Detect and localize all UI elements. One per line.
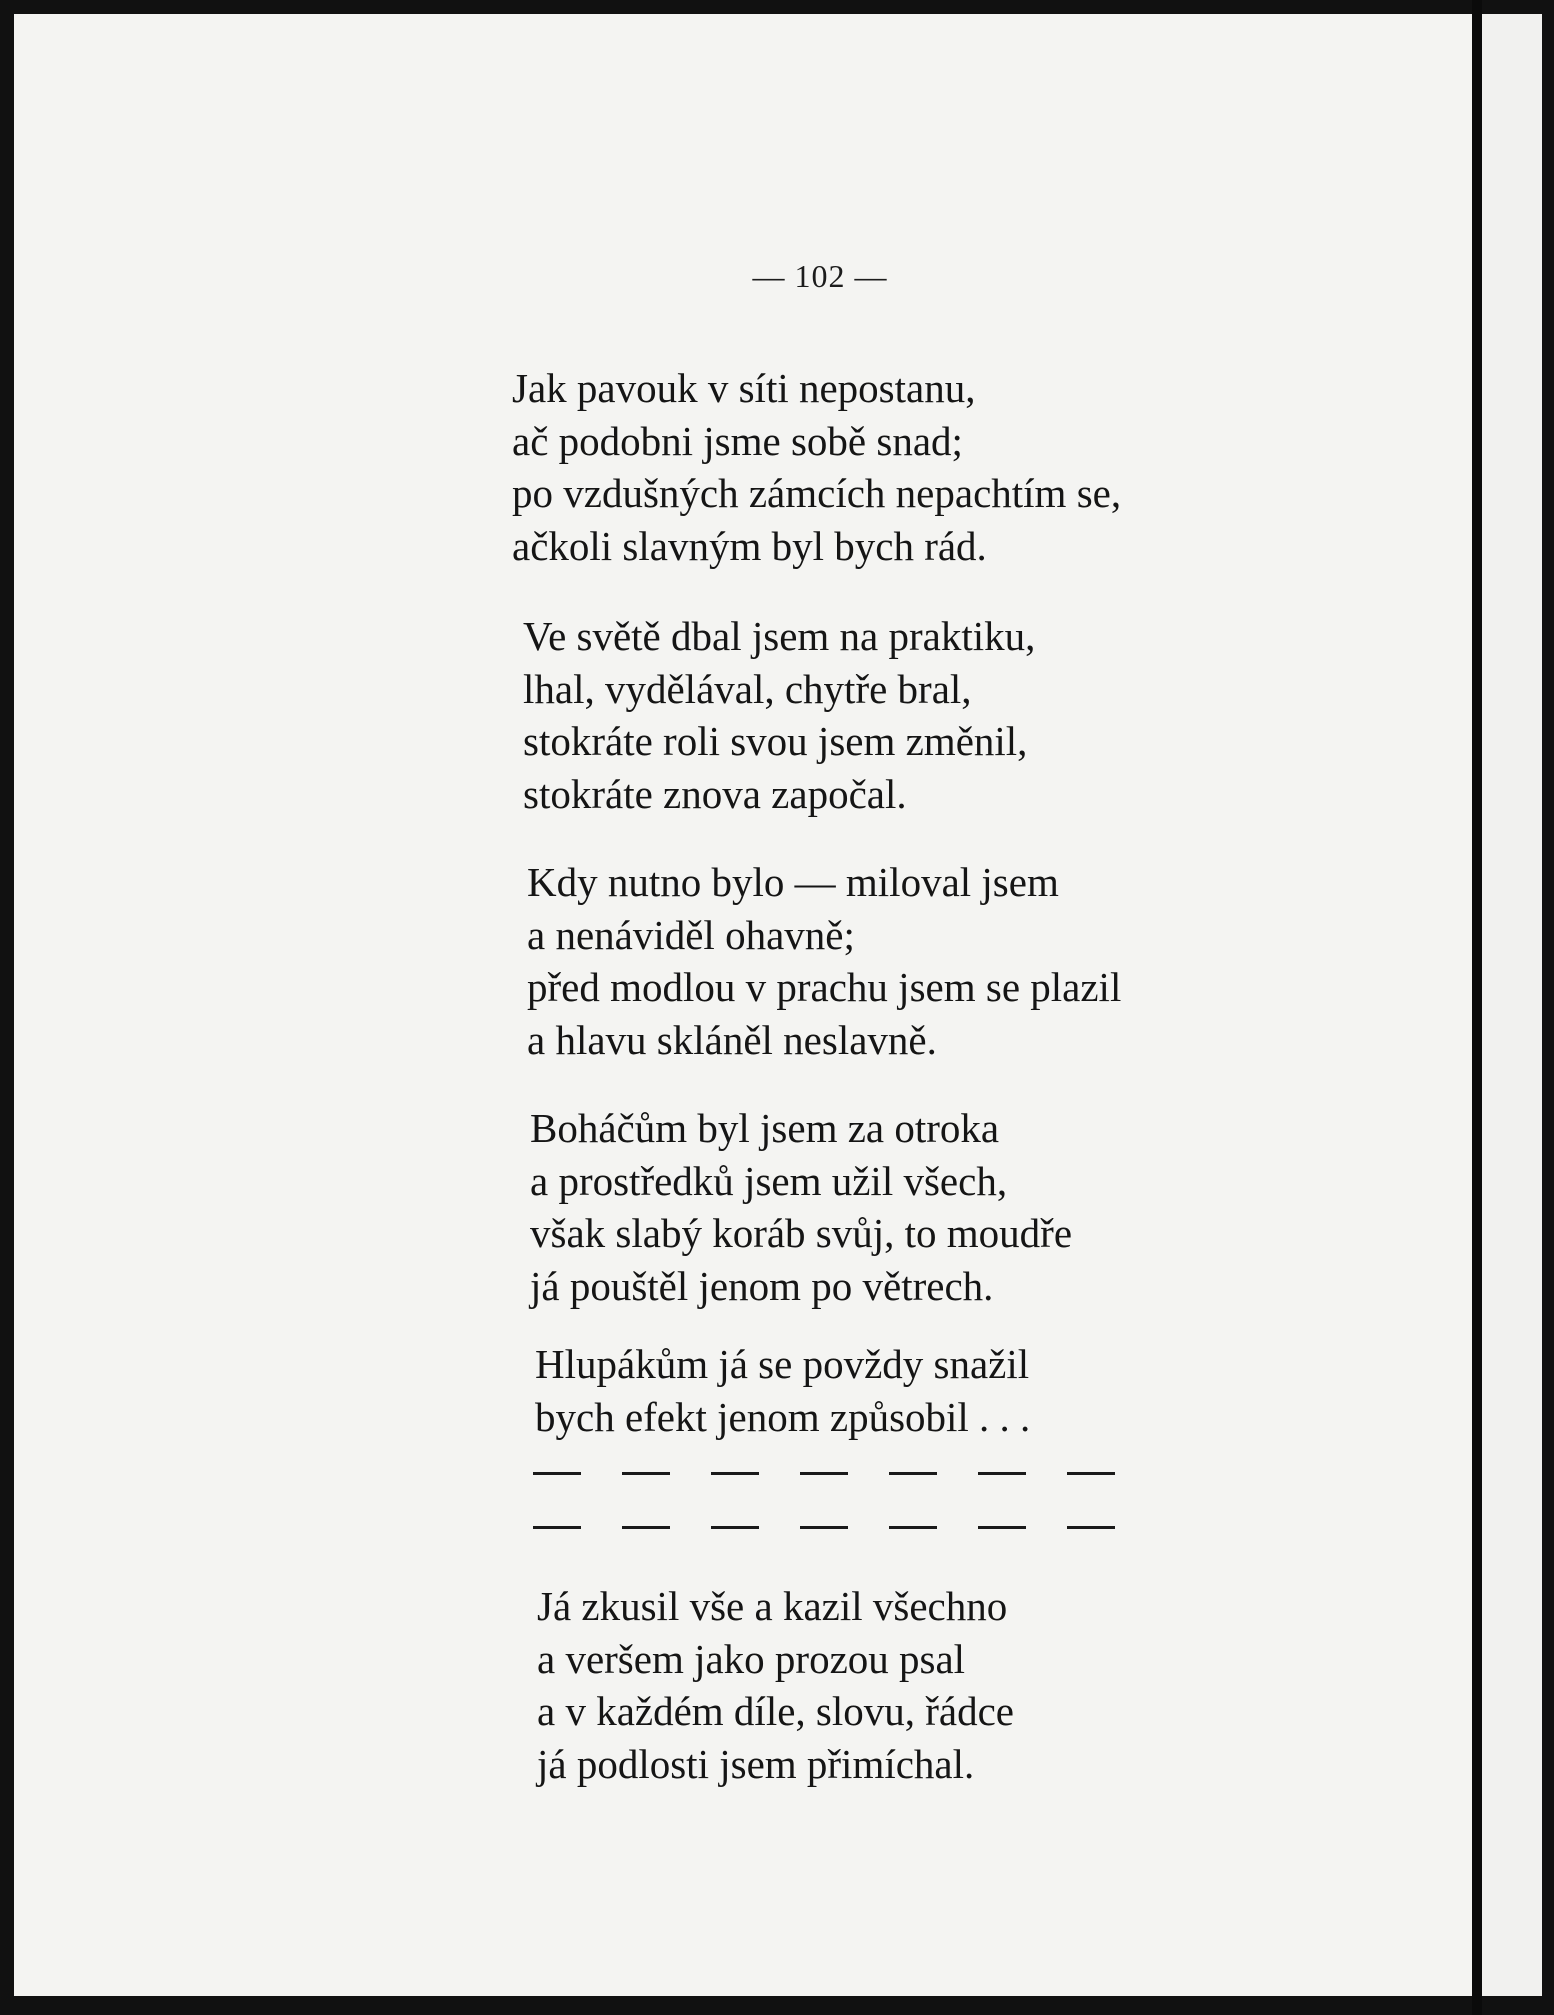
verse-line: a veršem jako prozou psal xyxy=(537,1635,966,1682)
verse-line: po vzdušných zámcích nepachtím se, xyxy=(512,470,1122,516)
verse-line: a hlavu skláněl neslavně. xyxy=(527,1016,937,1063)
verse-line: Ve světě dbal jsem na praktiku, xyxy=(523,613,1036,659)
verse-line: Boháčům byl jsem za otroka xyxy=(530,1105,1000,1151)
dash xyxy=(978,1526,1026,1529)
stanza-4 xyxy=(530,1102,1072,1312)
verse-line: bych efekt jenom způsobil . . . xyxy=(535,1393,1031,1440)
verse-line: a prostředků jsem užil všech, xyxy=(530,1157,1008,1204)
stanza-6 xyxy=(537,1580,1014,1790)
book-spine xyxy=(1472,0,1482,2015)
dash xyxy=(978,1472,1026,1475)
dash xyxy=(1067,1472,1115,1475)
dash xyxy=(711,1472,759,1475)
dash xyxy=(533,1472,581,1475)
verse-line: Kdy nutno bylo — miloval jsem xyxy=(527,859,1059,905)
stanza-2 xyxy=(523,610,1035,820)
dash xyxy=(800,1472,848,1475)
verse-line: stokráte roli svou jsem změnil, xyxy=(523,718,1028,764)
dash xyxy=(711,1526,759,1529)
dash xyxy=(622,1472,670,1475)
verse-line: já podlosti jsem přimíchal. xyxy=(537,1740,975,1787)
omission-dashes xyxy=(533,1472,1115,1476)
verse-line: a nenáviděl ohavně; xyxy=(527,911,855,958)
omission-dashes xyxy=(533,1526,1115,1530)
stanza-3 xyxy=(527,856,1121,1066)
stanza-1 xyxy=(512,362,1121,572)
dash xyxy=(533,1526,581,1529)
verse-line: stokráte znova započal. xyxy=(523,770,907,817)
facing-page-edge xyxy=(1482,14,1542,1996)
dash xyxy=(889,1472,937,1475)
verse-line: ačkoli slavným byl bych rád. xyxy=(512,522,987,569)
verse-line: Já zkusil vše a kazil všechno xyxy=(537,1583,1008,1629)
verse-line: já pouštěl jenom po větrech. xyxy=(530,1262,994,1309)
stanza-5 xyxy=(535,1338,1030,1443)
verse-line: a v každém díle, slovu, řádce xyxy=(537,1688,1015,1734)
verse-line: před modlou v prachu jsem se plazil xyxy=(527,964,1122,1010)
verse-line: ač podobni jsme sobě snad; xyxy=(512,417,963,464)
dash xyxy=(1067,1526,1115,1529)
dash xyxy=(889,1526,937,1529)
verse-line: však slabý koráb svůj, to moudře xyxy=(530,1210,1073,1256)
dash xyxy=(622,1526,670,1529)
dash xyxy=(800,1526,848,1529)
page-number: — 102 — xyxy=(752,258,888,294)
verse-line: Hlupákům já se povždy snažil xyxy=(535,1341,1030,1387)
verse-line: lhal, vydělával, chytře bral, xyxy=(523,665,972,712)
verse-line: Jak pavouk v síti nepostanu, xyxy=(512,365,976,411)
